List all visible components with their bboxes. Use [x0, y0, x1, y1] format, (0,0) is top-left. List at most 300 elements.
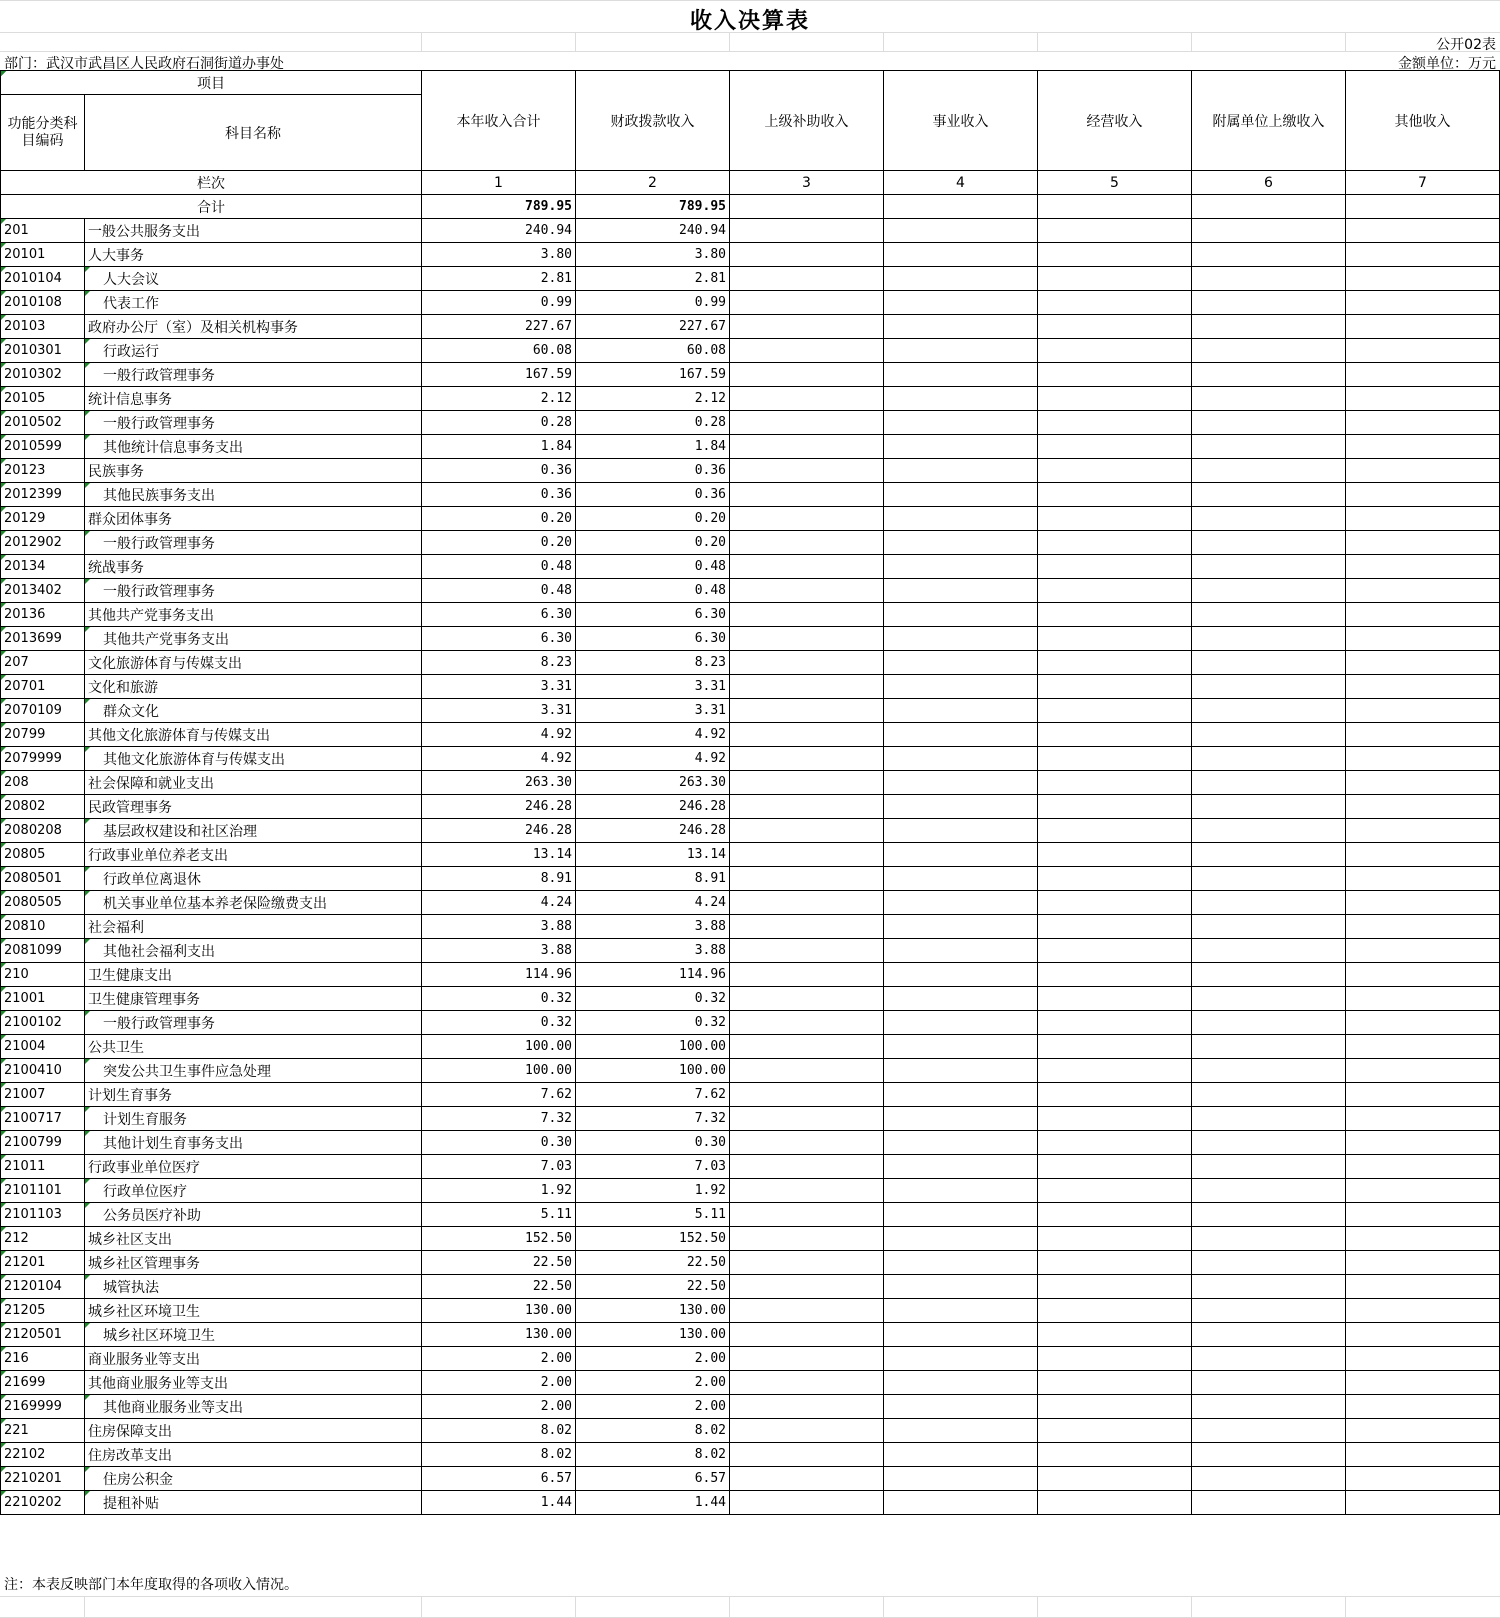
fiscal-income-cell: 1.92: [576, 1179, 730, 1203]
total-income-cell: 4.24: [422, 891, 576, 915]
subject-code-cell: 2012902: [1, 531, 85, 555]
table-row: [1, 339, 1500, 363]
empty-cell: [1192, 1347, 1346, 1371]
subject-code-cell: 20701: [1, 675, 85, 699]
header-function-code: 功能分类科目编码: [1, 95, 85, 171]
total-income-value: 789.95: [422, 195, 576, 219]
empty-cell: [1346, 675, 1500, 699]
subject-code-cell: 20799: [1, 723, 85, 747]
subject-code-cell: 2100799: [1, 1131, 85, 1155]
total-income-cell: 0.20: [422, 507, 576, 531]
subject-code-cell: 21001: [1, 987, 85, 1011]
empty-cell: [884, 1275, 1038, 1299]
subject-name-cell: 其他统计信息事务支出: [85, 435, 422, 459]
total-income-cell: 22.50: [422, 1251, 576, 1275]
table-row: [1, 1347, 1500, 1371]
empty-cell: [1038, 1491, 1192, 1515]
total-income-cell: 8.02: [422, 1419, 576, 1443]
fiscal-income-cell: 2.00: [576, 1395, 730, 1419]
empty-cell: [1192, 627, 1346, 651]
total-row: [1, 195, 1500, 219]
fiscal-income-cell: 3.31: [576, 675, 730, 699]
table-row: [1, 891, 1500, 915]
empty-cell: [1346, 1203, 1500, 1227]
subject-code-cell: 2100102: [1, 1011, 85, 1035]
empty-cell: [884, 963, 1038, 987]
empty-cell: [730, 651, 884, 675]
subject-code-cell: 2080505: [1, 891, 85, 915]
subject-code-cell: 20805: [1, 843, 85, 867]
empty-cell: [730, 363, 884, 387]
empty-cell: [1038, 1155, 1192, 1179]
empty-cell: [730, 1299, 884, 1323]
empty-cell: [730, 1251, 884, 1275]
fiscal-income-cell: 7.62: [576, 1083, 730, 1107]
empty-cell: [1346, 1347, 1500, 1371]
empty-cell: [884, 867, 1038, 891]
empty-cell: [730, 795, 884, 819]
subject-name-cell: 城乡社区环境卫生: [85, 1323, 422, 1347]
header-total-income: 本年收入合计: [422, 71, 576, 171]
empty-cell: [1038, 963, 1192, 987]
empty-cell: [1346, 459, 1500, 483]
total-income-cell: 0.36: [422, 459, 576, 483]
empty-cell: [730, 699, 884, 723]
empty-cell: [1346, 291, 1500, 315]
subject-name-cell: 统计信息事务: [85, 387, 422, 411]
empty-cell: [1038, 579, 1192, 603]
empty-cell: [1192, 963, 1346, 987]
empty-cell: [1346, 1227, 1500, 1251]
fiscal-income-cell: 0.36: [576, 459, 730, 483]
empty-cell: [1192, 1395, 1346, 1419]
empty-cell: [884, 1419, 1038, 1443]
table-row: [1, 291, 1500, 315]
subject-code-cell: 2100410: [1, 1059, 85, 1083]
empty-cell: [1346, 1251, 1500, 1275]
table-row: [1, 483, 1500, 507]
footnote: 注：本表反映部门本年度取得的各项收入情况。: [4, 1577, 298, 1593]
empty-cell: [884, 1107, 1038, 1131]
subject-code-cell: 2101103: [1, 1203, 85, 1227]
total-income-cell: 0.99: [422, 291, 576, 315]
subject-name-cell: 其他商业服务业等支出: [85, 1395, 422, 1419]
empty-cell: [884, 819, 1038, 843]
empty-cell: [1038, 1083, 1192, 1107]
empty-cell: [1038, 1323, 1192, 1347]
table-row: [1, 819, 1500, 843]
subject-name-cell: 住房公积金: [85, 1467, 422, 1491]
empty-cell: [884, 1251, 1038, 1275]
empty-cell: [730, 1107, 884, 1131]
empty-cell: [1192, 1011, 1346, 1035]
subject-code-cell: 21007: [1, 1083, 85, 1107]
subject-code-cell: 208: [1, 771, 85, 795]
column-index-cell: 7: [1346, 171, 1500, 195]
empty-cell: [1038, 363, 1192, 387]
total-income-cell: 2.12: [422, 387, 576, 411]
table-row: [1, 1155, 1500, 1179]
empty-cell: [1038, 1227, 1192, 1251]
table-row: [1, 651, 1500, 675]
empty-cell: [1192, 843, 1346, 867]
header-affiliate-income: 附属单位上缴收入: [1192, 71, 1346, 171]
total-income-cell: 6.30: [422, 603, 576, 627]
empty-cell: [1346, 891, 1500, 915]
empty-cell: [1192, 723, 1346, 747]
table-row: [1, 1203, 1500, 1227]
fiscal-income-cell: 1.44: [576, 1491, 730, 1515]
fiscal-income-cell: 13.14: [576, 843, 730, 867]
fiscal-income-cell: 60.08: [576, 339, 730, 363]
subject-name-cell: 群众团体事务: [85, 507, 422, 531]
column-index-cell: 4: [884, 171, 1038, 195]
empty-cell: [1038, 795, 1192, 819]
empty-cell: [884, 603, 1038, 627]
empty-cell: [1192, 243, 1346, 267]
table-row: [1, 1275, 1500, 1299]
empty-cell: [1038, 459, 1192, 483]
empty-cell: [730, 1155, 884, 1179]
empty-cell: [884, 1371, 1038, 1395]
empty-cell: [730, 1491, 884, 1515]
empty-cell: [1346, 1323, 1500, 1347]
subject-code-cell: 2080501: [1, 867, 85, 891]
empty-cell: [1346, 1035, 1500, 1059]
subject-code-cell: 2120501: [1, 1323, 85, 1347]
table-row: [1, 1323, 1500, 1347]
subject-name-cell: 社会福利: [85, 915, 422, 939]
total-income-cell: 4.92: [422, 747, 576, 771]
empty-cell: [1346, 1083, 1500, 1107]
subject-name-cell: 一般行政管理事务: [85, 1011, 422, 1035]
empty-cell: [1192, 1227, 1346, 1251]
subject-name-cell: 民政管理事务: [85, 795, 422, 819]
empty-cell: [1038, 1179, 1192, 1203]
empty-cell: [730, 195, 884, 219]
subject-code-cell: 201: [1, 219, 85, 243]
empty-cell: [884, 1395, 1038, 1419]
subject-name-cell: 住房保障支出: [85, 1419, 422, 1443]
empty-cell: [1346, 1299, 1500, 1323]
department-label: 部门：武汉市武昌区人民政府石洞街道办事处: [4, 56, 284, 72]
empty-cell: [1346, 1275, 1500, 1299]
empty-cell: [884, 555, 1038, 579]
fiscal-income-cell: 2.00: [576, 1347, 730, 1371]
subject-name-cell: 社会保障和就业支出: [85, 771, 422, 795]
empty-cell: [884, 1059, 1038, 1083]
header-fiscal-income: 财政拨款收入: [576, 71, 730, 171]
empty-cell: [1192, 1083, 1346, 1107]
subject-code-cell: 207: [1, 651, 85, 675]
subject-code-cell: 21011: [1, 1155, 85, 1179]
empty-cell: [730, 1059, 884, 1083]
total-income-cell: 8.91: [422, 867, 576, 891]
subject-name-cell: 卫生健康支出: [85, 963, 422, 987]
empty-cell: [730, 435, 884, 459]
subject-code-cell: 20129: [1, 507, 85, 531]
empty-cell: [1038, 939, 1192, 963]
fiscal-income-cell: 2.12: [576, 387, 730, 411]
table-row: [1, 1059, 1500, 1083]
empty-cell: [730, 1083, 884, 1107]
header-business-income: 事业收入: [884, 71, 1038, 171]
fiscal-income-cell: 8.23: [576, 651, 730, 675]
empty-cell: [1346, 195, 1500, 219]
empty-cell: [884, 747, 1038, 771]
empty-cell: [1038, 1299, 1192, 1323]
empty-cell: [1038, 723, 1192, 747]
table-row: [1, 1419, 1500, 1443]
empty-cell: [730, 771, 884, 795]
fiscal-income-cell: 4.92: [576, 723, 730, 747]
table-row: [1, 1107, 1500, 1131]
empty-cell: [1038, 675, 1192, 699]
empty-cell: [884, 219, 1038, 243]
empty-cell: [884, 723, 1038, 747]
subject-code-cell: 2101101: [1, 1179, 85, 1203]
subject-code-cell: 2210201: [1, 1467, 85, 1491]
total-income-cell: 100.00: [422, 1059, 576, 1083]
empty-cell: [730, 483, 884, 507]
total-income-cell: 13.14: [422, 843, 576, 867]
subject-name-cell: 统战事务: [85, 555, 422, 579]
table-row: [1, 1179, 1500, 1203]
empty-cell: [730, 891, 884, 915]
empty-cell: [1192, 1251, 1346, 1275]
table-row: [1, 963, 1500, 987]
empty-cell: [1192, 795, 1346, 819]
empty-cell: [884, 1155, 1038, 1179]
fiscal-income-cell: 167.59: [576, 363, 730, 387]
empty-cell: [1346, 507, 1500, 531]
fiscal-income-cell: 2.00: [576, 1371, 730, 1395]
empty-cell: [1192, 939, 1346, 963]
total-income-cell: 0.48: [422, 579, 576, 603]
empty-cell: [884, 1011, 1038, 1035]
fiscal-income-cell: 0.20: [576, 531, 730, 555]
empty-cell: [1038, 387, 1192, 411]
subject-name-cell: 一般行政管理事务: [85, 411, 422, 435]
empty-cell: [884, 387, 1038, 411]
fiscal-income-cell: 1.84: [576, 435, 730, 459]
subject-code-cell: 2012399: [1, 483, 85, 507]
empty-cell: [730, 243, 884, 267]
table-row: [1, 699, 1500, 723]
total-income-cell: 7.62: [422, 1083, 576, 1107]
subject-name-cell: 文化和旅游: [85, 675, 422, 699]
empty-cell: [1192, 555, 1346, 579]
total-income-cell: 8.02: [422, 1443, 576, 1467]
empty-cell: [1192, 867, 1346, 891]
empty-cell: [1192, 1275, 1346, 1299]
total-income-cell: 0.20: [422, 531, 576, 555]
empty-cell: [884, 243, 1038, 267]
fiscal-income-cell: 6.30: [576, 603, 730, 627]
fiscal-income-cell: 0.48: [576, 579, 730, 603]
empty-cell: [1192, 195, 1346, 219]
empty-cell: [884, 195, 1038, 219]
fiscal-income-cell: 246.28: [576, 795, 730, 819]
table-row: [1, 531, 1500, 555]
fiscal-income-cell: 0.32: [576, 1011, 730, 1035]
total-income-cell: 3.80: [422, 243, 576, 267]
subject-code-cell: 2010502: [1, 411, 85, 435]
total-income-cell: 246.28: [422, 795, 576, 819]
table-row: [1, 603, 1500, 627]
table-row: [1, 795, 1500, 819]
empty-cell: [1192, 771, 1346, 795]
subject-code-cell: 20802: [1, 795, 85, 819]
empty-cell: [1038, 195, 1192, 219]
empty-cell: [1038, 507, 1192, 531]
empty-cell: [1038, 1275, 1192, 1299]
empty-cell: [730, 1203, 884, 1227]
empty-cell: [884, 699, 1038, 723]
subject-name-cell: 其他共产党事务支出: [85, 627, 422, 651]
total-income-cell: 0.32: [422, 1011, 576, 1035]
empty-cell: [884, 1131, 1038, 1155]
empty-cell: [884, 435, 1038, 459]
fiscal-income-cell: 0.20: [576, 507, 730, 531]
empty-cell: [884, 291, 1038, 315]
table-row: [1, 1083, 1500, 1107]
empty-cell: [730, 723, 884, 747]
subject-code-cell: 21699: [1, 1371, 85, 1395]
empty-cell: [1346, 555, 1500, 579]
subject-code-cell: 2120104: [1, 1275, 85, 1299]
empty-cell: [1038, 411, 1192, 435]
total-income-cell: 22.50: [422, 1275, 576, 1299]
empty-cell: [1038, 1035, 1192, 1059]
table-row: [1, 1467, 1500, 1491]
empty-cell: [730, 987, 884, 1011]
fiscal-income-cell: 240.94: [576, 219, 730, 243]
empty-cell: [884, 1227, 1038, 1251]
empty-cell: [1038, 339, 1192, 363]
total-income-cell: 0.32: [422, 987, 576, 1011]
total-income-cell: 2.00: [422, 1395, 576, 1419]
empty-cell: [1346, 1011, 1500, 1035]
empty-cell: [1038, 747, 1192, 771]
total-income-cell: 0.28: [422, 411, 576, 435]
empty-cell: [730, 915, 884, 939]
empty-cell: [1038, 1107, 1192, 1131]
empty-cell: [1038, 843, 1192, 867]
fiscal-income-cell: 0.48: [576, 555, 730, 579]
subject-name-cell: 其他文化旅游体育与传媒支出: [85, 723, 422, 747]
empty-cell: [1192, 1155, 1346, 1179]
total-income-cell: 167.59: [422, 363, 576, 387]
empty-cell: [1192, 1179, 1346, 1203]
subject-code-cell: 22102: [1, 1443, 85, 1467]
subject-code-cell: 2013699: [1, 627, 85, 651]
empty-cell: [1192, 531, 1346, 555]
empty-cell: [1346, 867, 1500, 891]
subject-code-cell: 221: [1, 1419, 85, 1443]
empty-cell: [1038, 435, 1192, 459]
total-income-cell: 0.36: [422, 483, 576, 507]
empty-cell: [1192, 315, 1346, 339]
empty-cell: [1346, 651, 1500, 675]
fiscal-income-cell: 4.92: [576, 747, 730, 771]
empty-cell: [884, 363, 1038, 387]
empty-cell: [730, 627, 884, 651]
subject-code-cell: 21004: [1, 1035, 85, 1059]
empty-cell: [884, 339, 1038, 363]
empty-cell: [884, 1083, 1038, 1107]
subject-code-cell: 2070109: [1, 699, 85, 723]
subject-name-cell: 公务员医疗补助: [85, 1203, 422, 1227]
fiscal-income-cell: 3.80: [576, 243, 730, 267]
total-income-cell: 7.03: [422, 1155, 576, 1179]
empty-cell: [1346, 315, 1500, 339]
empty-cell: [1038, 1059, 1192, 1083]
subject-name-cell: 行政单位医疗: [85, 1179, 422, 1203]
empty-cell: [1346, 699, 1500, 723]
empty-cell: [884, 1299, 1038, 1323]
empty-cell: [1038, 819, 1192, 843]
total-income-cell: 1.84: [422, 435, 576, 459]
empty-cell: [884, 1203, 1038, 1227]
empty-cell: [730, 1419, 884, 1443]
fiscal-income-cell: 2.81: [576, 267, 730, 291]
empty-cell: [730, 1467, 884, 1491]
fiscal-income-cell: 6.57: [576, 1467, 730, 1491]
empty-cell: [884, 1347, 1038, 1371]
table-row: [1, 1035, 1500, 1059]
empty-cell: [1192, 507, 1346, 531]
empty-cell: [1192, 1467, 1346, 1491]
empty-cell: [884, 1035, 1038, 1059]
income-table: [0, 70, 1500, 1515]
subject-code-cell: 21201: [1, 1251, 85, 1275]
empty-cell: [1192, 219, 1346, 243]
subject-name-cell: 城管执法: [85, 1275, 422, 1299]
subject-code-cell: 20103: [1, 315, 85, 339]
table-row: [1, 627, 1500, 651]
empty-cell: [1346, 1443, 1500, 1467]
fiscal-income-cell: 227.67: [576, 315, 730, 339]
table-row: [1, 219, 1500, 243]
empty-cell: [730, 219, 884, 243]
column-index-cell: 6: [1192, 171, 1346, 195]
column-index-cell: 2: [576, 171, 730, 195]
empty-cell: [884, 1323, 1038, 1347]
total-income-cell: 246.28: [422, 819, 576, 843]
empty-cell: [1346, 1179, 1500, 1203]
total-income-cell: 152.50: [422, 1227, 576, 1251]
table-row: [1, 507, 1500, 531]
subject-name-cell: 行政单位离退休: [85, 867, 422, 891]
subject-name-cell: 公共卫生: [85, 1035, 422, 1059]
total-income-cell: 3.31: [422, 675, 576, 699]
empty-cell: [730, 555, 884, 579]
empty-cell: [1346, 387, 1500, 411]
total-income-cell: 3.88: [422, 915, 576, 939]
subject-name-cell: 突发公共卫生事件应急处理: [85, 1059, 422, 1083]
empty-cell: [730, 675, 884, 699]
empty-cell: [1346, 627, 1500, 651]
empty-cell: [1192, 891, 1346, 915]
empty-cell: [730, 867, 884, 891]
empty-cell: [1346, 843, 1500, 867]
subject-name-cell: 一般行政管理事务: [85, 531, 422, 555]
empty-cell: [1192, 819, 1346, 843]
empty-cell: [1346, 219, 1500, 243]
fiscal-income-cell: 0.36: [576, 483, 730, 507]
empty-cell: [1346, 795, 1500, 819]
